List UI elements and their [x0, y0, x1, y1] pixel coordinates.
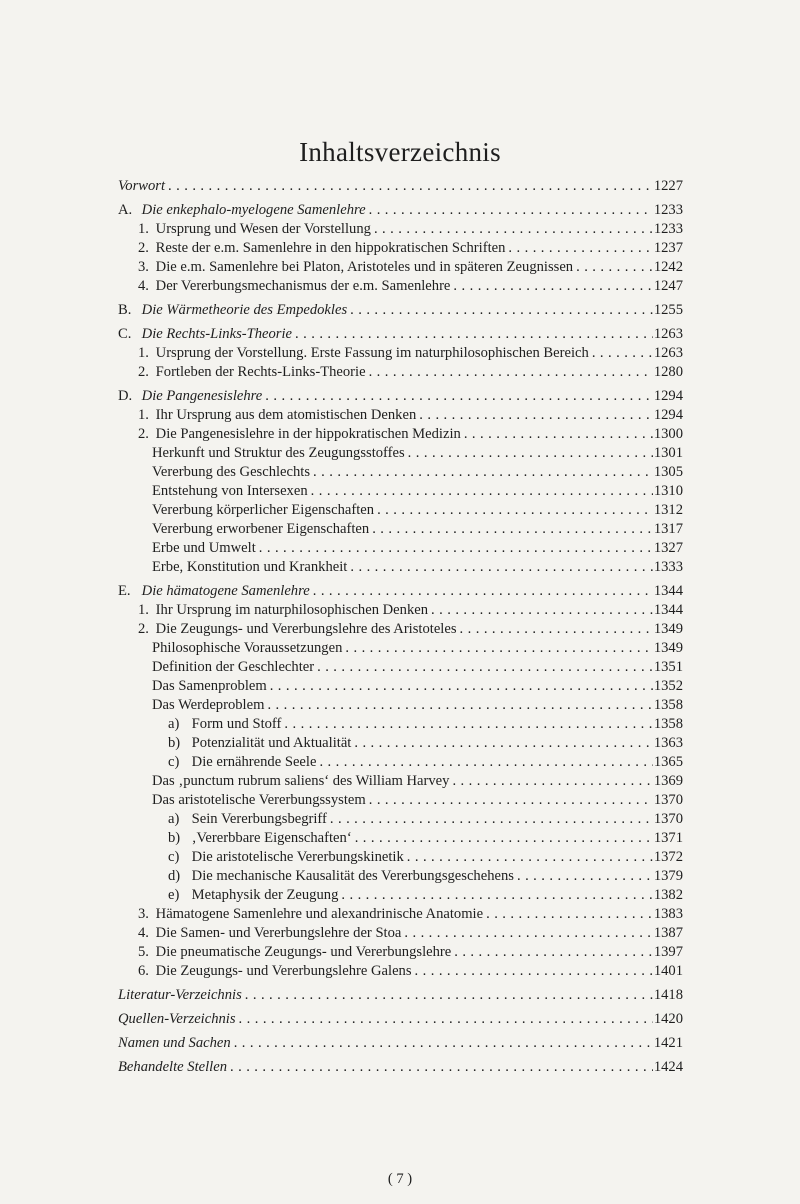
- toc-entry: [118, 924, 683, 943]
- toc-entry-text: Behandelte Stellen: [118, 1059, 228, 1075]
- dot-leader: [366, 201, 653, 220]
- toc-entry-text: Hämatogene Samenlehre und alexandrinische Anatomie: [155, 906, 484, 922]
- toc-entry: [118, 791, 683, 810]
- toc-entry: [118, 325, 683, 344]
- toc-entry: [118, 696, 683, 715]
- toc-entry-text: Die aristotelische Vererbungskinetik: [191, 849, 404, 865]
- toc-entry: [118, 772, 683, 791]
- toc-entry-text: Die e.m. Samenlehre bei Platon, Aristoteles und in späteren Zeugnissen: [155, 259, 574, 275]
- toc-entry-label: b): [168, 735, 181, 751]
- toc-entry: [118, 258, 683, 277]
- toc-entry-label: E.: [118, 583, 131, 599]
- toc-entry: [118, 848, 683, 867]
- toc-page-number: 1358: [653, 716, 683, 732]
- toc-entry-text: Die Samen- und Vererbungslehre der Stoa: [155, 925, 402, 941]
- toc-page-number: 1333: [653, 559, 683, 575]
- toc-entry-text: Fortleben der Rechts-Links-Theorie: [155, 364, 366, 380]
- toc-entry-title: [152, 658, 314, 677]
- toc-entry-title: [168, 734, 351, 753]
- dot-leader: [573, 258, 653, 277]
- toc-page-number: 1370: [653, 792, 683, 808]
- dot-leader: [366, 363, 653, 382]
- toc-entry-text: Die Wärmetheorie des Empedokles: [141, 302, 348, 318]
- toc-entry-title: [152, 520, 369, 539]
- toc-entry-label: 4.: [138, 278, 149, 294]
- toc-entry-title: [152, 539, 256, 558]
- toc-entry-label: 3.: [138, 259, 149, 275]
- dot-leader: [589, 344, 653, 363]
- toc-entry-text: Entstehung von Intersexen: [152, 483, 308, 499]
- toc-entry-label: 1.: [138, 221, 149, 237]
- toc-entry-text: Die Rechts-Links-Theorie: [141, 326, 293, 342]
- dot-leader: [310, 463, 653, 482]
- toc-entry-title: [152, 772, 449, 791]
- toc-page-number: 1310: [653, 483, 683, 499]
- toc-page-number: 1237: [653, 240, 683, 256]
- dot-leader: [347, 558, 653, 577]
- toc-entry: [118, 201, 683, 220]
- toc-entry: [118, 363, 683, 382]
- toc-entry-text: Ihr Ursprung aus dem atomistischen Denken: [155, 407, 417, 423]
- toc-entry: [118, 177, 683, 196]
- toc-entry-title: [118, 582, 310, 601]
- page-title: Inhaltsverzeichnis: [299, 137, 501, 167]
- dot-leader: [461, 425, 653, 444]
- toc-entry-label: 1.: [138, 407, 149, 423]
- toc-page-number: 1382: [653, 887, 683, 903]
- toc-entry-title: [138, 924, 401, 943]
- toc-entry-label: A.: [118, 202, 133, 218]
- dot-leader: [366, 791, 653, 810]
- toc-entry-text: Die mechanische Kausalität des Vererbungsgeschehens: [191, 868, 514, 884]
- toc-page-number: 1397: [653, 944, 683, 960]
- dot-leader: [457, 620, 653, 639]
- toc-entry: [118, 582, 683, 601]
- toc-entry: [118, 1058, 683, 1077]
- dot-leader: [401, 924, 653, 943]
- toc-page-number: 1344: [653, 602, 683, 618]
- toc-page-number: 1358: [653, 697, 683, 713]
- toc-entry: [118, 482, 683, 501]
- toc-entry-text: Die Zeugungs- und Vererbungslehre des Aristoteles: [155, 621, 457, 637]
- dot-leader: [314, 658, 653, 677]
- toc-entry: [118, 658, 683, 677]
- toc-entry-title: [138, 962, 412, 981]
- toc-entry-label: D.: [118, 388, 133, 404]
- toc-entry: [118, 986, 683, 1005]
- toc-entry-title: [168, 848, 404, 867]
- toc-entry-label: 5.: [138, 944, 149, 960]
- dot-leader: [405, 444, 653, 463]
- toc-entry-text: Das aristotelische Vererbungssystem: [152, 792, 366, 808]
- toc-entry-title: [152, 444, 405, 463]
- dot-leader: [310, 582, 653, 601]
- toc-entry-text: Ursprung der Vorstellung. Erste Fassung im naturphilosophischen Bereich: [155, 345, 589, 361]
- table-of-contents: [118, 177, 683, 1077]
- toc-entry-title: [138, 425, 461, 444]
- dot-leader: [256, 539, 653, 558]
- toc-entry: [118, 520, 683, 539]
- toc-entry-title: [138, 220, 371, 239]
- toc-entry-title: [138, 601, 428, 620]
- dot-leader: [351, 734, 653, 753]
- toc-entry-label: a): [168, 716, 180, 732]
- toc-entry-text: Ursprung und Wesen der Vorstellung: [155, 221, 371, 237]
- toc-entry-title: [118, 325, 292, 344]
- toc-entry-label: c): [168, 754, 180, 770]
- toc-entry: [118, 620, 683, 639]
- dot-leader: [316, 753, 653, 772]
- toc-entry-text: Definition der Geschlechter: [152, 659, 315, 675]
- dot-leader: [308, 482, 653, 501]
- toc-page-number: 1227: [653, 178, 683, 194]
- toc-entry-text: Das Samenproblem: [152, 678, 267, 694]
- dot-leader: [242, 986, 653, 1005]
- toc-page-number: 1294: [653, 388, 683, 404]
- toc-page-number: 1242: [653, 259, 683, 275]
- toc-entry-title: [138, 943, 451, 962]
- dot-leader: [449, 772, 653, 791]
- dot-leader: [352, 829, 653, 848]
- toc-entry: [118, 220, 683, 239]
- toc-entry: [118, 444, 683, 463]
- toc-entry: [118, 886, 683, 905]
- toc-entry-label: 6.: [138, 963, 149, 979]
- toc-page-number: 1317: [653, 521, 683, 537]
- toc-entry-text: Das ‚punctum rubrum saliens‘ des William Harvey: [152, 773, 450, 789]
- toc-entry-text: Potenzialität und Aktualität: [191, 735, 352, 751]
- toc-entry-title: [118, 387, 262, 406]
- toc-page-number: 1305: [653, 464, 683, 480]
- toc-entry-label: e): [168, 887, 180, 903]
- toc-page-number: 1363: [653, 735, 683, 751]
- toc-entry: [118, 301, 683, 320]
- dot-leader: [374, 501, 653, 520]
- toc-page-number: 1247: [653, 278, 683, 294]
- toc-entry-title: [168, 829, 352, 848]
- toc-entry: [118, 463, 683, 482]
- dot-leader: [369, 520, 653, 539]
- toc-page-number: 1263: [653, 345, 683, 361]
- toc-page-number: 1370: [653, 811, 683, 827]
- toc-entry-label: 3.: [138, 906, 149, 922]
- dot-leader: [264, 696, 653, 715]
- toc-entry-title: [138, 239, 505, 258]
- toc-entry-title: [118, 1058, 227, 1077]
- toc-entry-text: Erbe, Konstitution und Krankheit: [152, 559, 348, 575]
- toc-page-number: 1383: [653, 906, 683, 922]
- toc-entry: [118, 344, 683, 363]
- toc-entry-text: Vererbung des Geschlechts: [152, 464, 311, 480]
- page-number: ( 7 ): [387, 1171, 413, 1187]
- toc-entry-title: [138, 344, 589, 363]
- toc-entry-title: [168, 886, 338, 905]
- toc-entry-title: [152, 558, 347, 577]
- toc-entry: [118, 406, 683, 425]
- toc-entry-title: [138, 905, 483, 924]
- toc-entry-title: [118, 301, 347, 320]
- dot-leader: [450, 277, 653, 296]
- toc-entry-label: 1.: [138, 602, 149, 618]
- toc-entry-text: Die enkephalo-myelogene Samenlehre: [141, 202, 366, 218]
- toc-entry-text: Erbe und Umwelt: [152, 540, 256, 556]
- toc-entry-title: [168, 867, 514, 886]
- toc-page-number: 1312: [653, 502, 683, 518]
- toc-entry: [118, 239, 683, 258]
- toc-page-number: 1351: [653, 659, 683, 675]
- toc-page-number: 1255: [653, 302, 683, 318]
- dot-leader: [505, 239, 653, 258]
- toc-entry-title: [152, 501, 374, 520]
- dot-leader: [338, 886, 653, 905]
- toc-entry-label: c): [168, 849, 180, 865]
- toc-entry-title: [152, 791, 366, 810]
- toc-entry-text: Die Zeugungs- und Vererbungslehre Galens: [155, 963, 412, 979]
- toc-entry-title: [118, 201, 366, 220]
- toc-entry-text: Form und Stoff: [191, 716, 282, 732]
- toc-page-number: 1344: [653, 583, 683, 599]
- toc-entry-title: [168, 753, 316, 772]
- toc-entry: [118, 905, 683, 924]
- toc-entry: [118, 539, 683, 558]
- toc-entry: [118, 829, 683, 848]
- toc-entry-title: [118, 1010, 236, 1029]
- toc-page-number: 1233: [653, 202, 683, 218]
- toc-entry: [118, 425, 683, 444]
- toc-page-number: 1280: [653, 364, 683, 380]
- toc-entry: [118, 962, 683, 981]
- toc-entry-label: 2.: [138, 240, 149, 256]
- toc-entry-text: Ihr Ursprung im naturphilosophischen Denken: [155, 602, 429, 618]
- toc-entry: [118, 1010, 683, 1029]
- toc-page-number: 1372: [653, 849, 683, 865]
- toc-page-number: 1420: [653, 1011, 683, 1027]
- toc-entry-text: Die Pangenesislehre: [141, 388, 263, 404]
- toc-entry: [118, 677, 683, 696]
- toc-entry-label: 2.: [138, 426, 149, 442]
- toc-page-number: 1401: [653, 963, 683, 979]
- toc-entry-title: [152, 677, 267, 696]
- dot-leader: [412, 962, 653, 981]
- dot-leader: [267, 677, 653, 696]
- toc-page-number: 1349: [653, 640, 683, 656]
- toc-page-number: 1379: [653, 868, 683, 884]
- toc-entry-text: Literatur-Verzeichnis: [118, 987, 242, 1003]
- toc-page-number: 1300: [653, 426, 683, 442]
- toc-entry: [118, 943, 683, 962]
- toc-page-number: 1424: [653, 1059, 683, 1075]
- dot-leader: [416, 406, 653, 425]
- dot-leader: [514, 867, 653, 886]
- toc-entry-title: [138, 277, 450, 296]
- dot-leader: [165, 177, 653, 196]
- toc-entry-text: Vererbung erworbener Eigenschaften: [152, 521, 370, 537]
- toc-entry: [118, 715, 683, 734]
- toc-entry-title: [118, 986, 242, 1005]
- toc-page-number: 1365: [653, 754, 683, 770]
- toc-entry: [118, 753, 683, 772]
- dot-leader: [281, 715, 653, 734]
- toc-entry-text: Der Vererbungsmechanismus der e.m. Samenlehre: [155, 278, 451, 294]
- toc-page-number: 1352: [653, 678, 683, 694]
- toc-entry-title: [152, 696, 264, 715]
- dot-leader: [342, 639, 653, 658]
- toc-entry-title: [138, 406, 416, 425]
- toc-entry-title: [138, 258, 573, 277]
- toc-entry-text: Metaphysik der Zeugung: [191, 887, 339, 903]
- toc-entry-label: 4.: [138, 925, 149, 941]
- toc-entry-text: Quellen-Verzeichnis: [118, 1011, 236, 1027]
- toc-entry: [118, 277, 683, 296]
- toc-entry-label: C.: [118, 326, 132, 342]
- toc-page-number: 1349: [653, 621, 683, 637]
- toc-entry-text: Die Pangenesislehre in der hippokratischen Medizin: [155, 426, 461, 442]
- toc-entry-text: Vererbung körperlicher Eigenschaften: [152, 502, 375, 518]
- toc-entry-title: [138, 363, 366, 382]
- toc-entry-text: Herkunft und Struktur des Zeugungsstoffes: [152, 445, 405, 461]
- toc-entry-text: Vorwort: [118, 178, 166, 194]
- dot-leader: [404, 848, 653, 867]
- toc-entry-text: Das Werdeproblem: [152, 697, 265, 713]
- toc-entry: [118, 1034, 683, 1053]
- toc-entry-text: Die hämatogene Samenlehre: [141, 583, 310, 599]
- toc-entry-title: [138, 620, 457, 639]
- toc-entry-title: [152, 639, 342, 658]
- dot-leader: [371, 220, 653, 239]
- dot-leader: [292, 325, 653, 344]
- toc-page-number: 1418: [653, 987, 683, 1003]
- toc-entry-title: [118, 1034, 231, 1053]
- dot-leader: [428, 601, 653, 620]
- toc-entry: [118, 501, 683, 520]
- toc-page-number: 1371: [653, 830, 683, 846]
- toc-entry-label: 2.: [138, 621, 149, 637]
- toc-entry-title: [152, 463, 310, 482]
- toc-page-number: 1263: [653, 326, 683, 342]
- toc-entry: [118, 558, 683, 577]
- toc-entry-text: Namen und Sachen: [118, 1035, 231, 1051]
- toc-entry-label: a): [168, 811, 180, 827]
- toc-entry-text: Reste der e.m. Samenlehre in den hippokratischen Schriften: [155, 240, 506, 256]
- dot-leader: [231, 1034, 653, 1053]
- toc-page-number: 1327: [653, 540, 683, 556]
- dot-leader: [327, 810, 653, 829]
- toc-entry-title: [152, 482, 308, 501]
- dot-leader: [451, 943, 653, 962]
- toc-entry: [118, 810, 683, 829]
- toc-entry: [118, 639, 683, 658]
- toc-entry-label: B.: [118, 302, 132, 318]
- dot-leader: [236, 1010, 653, 1029]
- dot-leader: [347, 301, 653, 320]
- toc-entry-label: b): [168, 830, 181, 846]
- toc-entry-title: [168, 810, 327, 829]
- toc-entry-label: 2.: [138, 364, 149, 380]
- toc-entry-text: Sein Vererbungsbegriff: [191, 811, 327, 827]
- toc-entry-label: 1.: [138, 345, 149, 361]
- toc-entry: [118, 601, 683, 620]
- toc-entry: [118, 387, 683, 406]
- toc-page-number: 1294: [653, 407, 683, 423]
- dot-leader: [483, 905, 653, 924]
- toc-entry-label: d): [168, 868, 181, 884]
- toc-entry-text: Philosophische Voraussetzungen: [152, 640, 343, 656]
- toc-page-number: 1233: [653, 221, 683, 237]
- toc-entry-text: Die ernährende Seele: [191, 754, 317, 770]
- toc-entry: [118, 734, 683, 753]
- toc-entry: [118, 867, 683, 886]
- toc-entry-title: [168, 715, 281, 734]
- toc-page-number: 1387: [653, 925, 683, 941]
- dot-leader: [227, 1058, 653, 1077]
- toc-page-number: 1301: [653, 445, 683, 461]
- toc-entry-text: Die pneumatische Zeugungs- und Vererbungslehre: [155, 944, 452, 960]
- toc-page-number: 1369: [653, 773, 683, 789]
- toc-entry-title: [118, 177, 165, 196]
- toc-page-number: 1421: [653, 1035, 683, 1051]
- dot-leader: [262, 387, 653, 406]
- toc-entry-text: ‚Vererbbare Eigenschaften‘: [191, 830, 352, 846]
